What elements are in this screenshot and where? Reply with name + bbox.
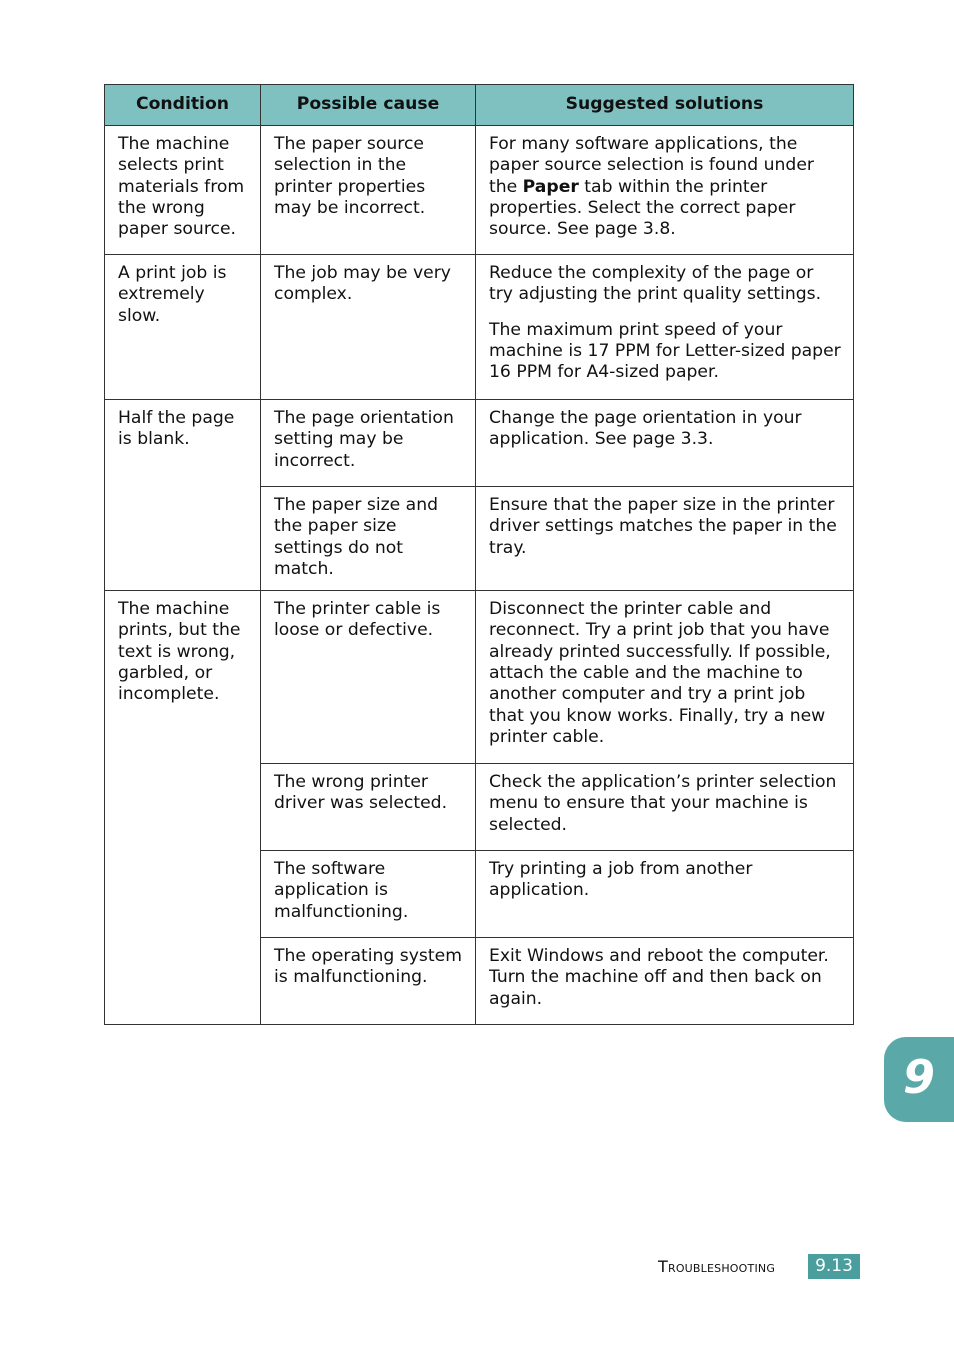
solution-cell: [476, 126, 854, 255]
table-row: [105, 255, 854, 400]
header-condition: Condition: [105, 85, 261, 126]
cause-cell: The operating system is malfunctioning.: [261, 938, 476, 1025]
condition-cell: Half the page is blank.: [105, 400, 261, 591]
chapter-tab: [884, 1037, 954, 1122]
solution-cell: Try printing a job from another application.: [476, 851, 854, 938]
solution-cell: Exit Windows and reboot the computer. Turn the machine off and then back on again.: [476, 938, 854, 1025]
solution-cell: Check the application’s printer selection menu to ensure that your machine is selected.: [476, 764, 854, 851]
solution-paragraph: Reduce the complexity of the page or try adjusting the print quality settings.: [489, 263, 822, 305]
solution-text: tab within the printer properties. Select the correct paper source. See page 3.8.: [489, 176, 796, 240]
header-possible-cause: Possible cause: [261, 85, 476, 126]
solution-text: For many software applications, the paper source selection is found under the: [489, 134, 814, 197]
troubleshooting-table: [104, 84, 854, 1025]
condition-cell: A print job is extremely slow.: [105, 255, 261, 400]
cause-cell: The paper size and the paper size settings do not match.: [261, 487, 476, 591]
page-number: 9.13: [808, 1254, 860, 1279]
condition-cell: The machine selects print materials from the wrong paper source.: [105, 126, 261, 255]
cause-cell: The page orientation setting may be incorrect.: [261, 400, 476, 487]
solution-cell: Disconnect the printer cable and reconnect. Try a print job that you have already printed successfully. If possible, attach the cable and the machine to another computer and try a print job that you know works. Finally, try a new printer cable.: [476, 591, 854, 764]
cause-cell: The wrong printer driver was selected.: [261, 764, 476, 851]
cause-cell: The paper source selection in the printer properties may be incorrect.: [261, 126, 476, 255]
cause-cell: The software application is malfunctioning.: [261, 851, 476, 938]
footer-section-title: Troubleshooting: [658, 1257, 776, 1276]
solution-bold-term: Paper: [522, 176, 579, 197]
header-suggested-solutions: Suggested solutions: [476, 85, 854, 126]
condition-cell: The machine prints, but the text is wrong, garbled, or incomplete.: [105, 591, 261, 1025]
solution-paragraph: The maximum print speed of your machine is 17 PPM for Letter-sized paper 16 PPM for A4-sized paper.: [489, 319, 841, 383]
table-header-row: [105, 85, 854, 126]
table-row: [105, 591, 854, 764]
solution-cell: Change the page orientation in your application. See page 3.3.: [476, 400, 854, 487]
cause-cell: The printer cable is loose or defective.: [261, 591, 476, 764]
cause-cell: The job may be very complex.: [261, 255, 476, 400]
solution-cell: Ensure that the paper size in the printer driver settings matches the paper in the tray.: [476, 487, 854, 591]
solution-cell: [476, 255, 854, 400]
table-row: [105, 126, 854, 255]
chapter-number: 9: [902, 1050, 935, 1104]
table-row: [105, 400, 854, 487]
